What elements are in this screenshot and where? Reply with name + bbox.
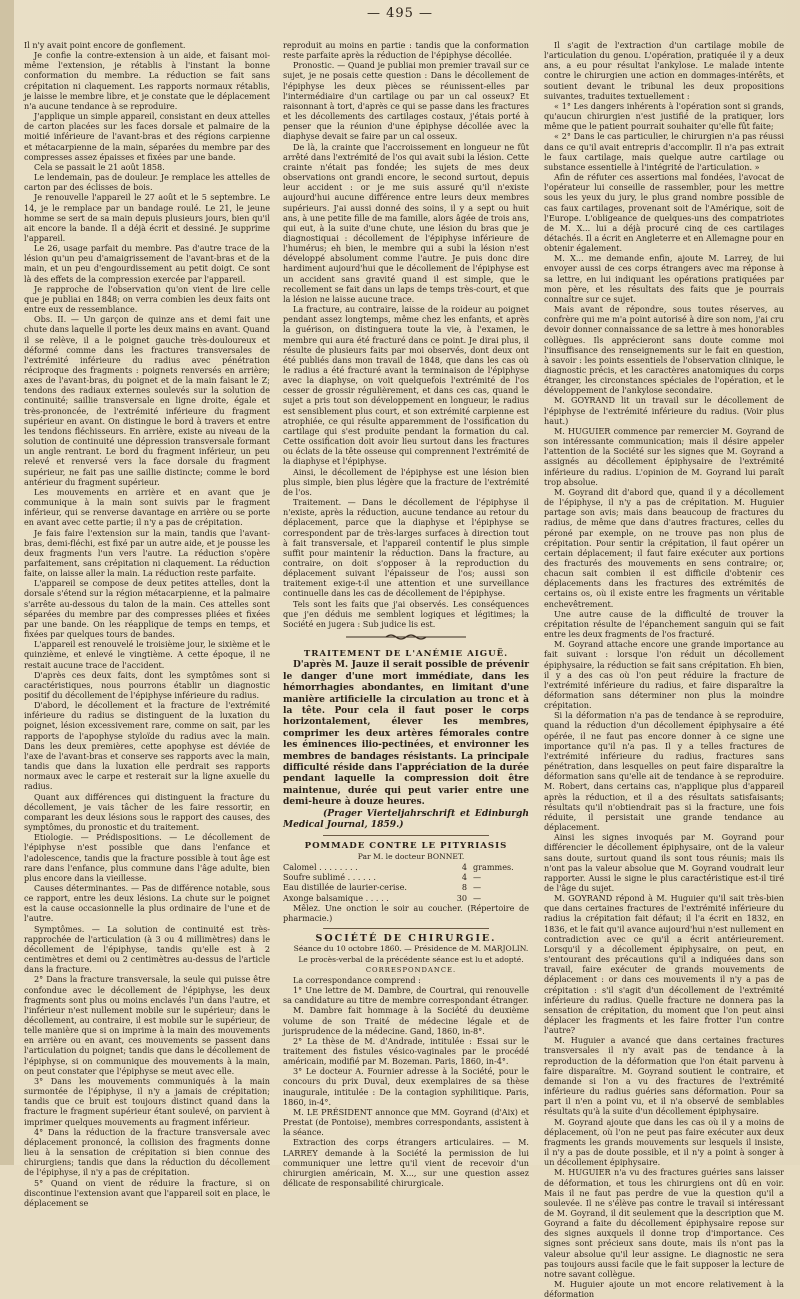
paragraph: M. Dambre fait hommage à la Société du deuxième volume de son Traité de médecine légale et de jurisprudence de la médecine. Gand, 1860, in-8°.: [283, 1005, 529, 1036]
paragraph: Il n'y avait point encore de gonflement.: [24, 40, 186, 50]
paragraph: Les mouvements en arrière et en avant que je communique à la main sont suivis par le fragment inférieur, qui se renverse davantage en arrière ou se porte en avant avec cette partie; il n'y a pas de crépitation.: [24, 486, 270, 528]
paragraph: Si la déformation n'a pas de tendance à se reproduire, quand la réduction d'un décollement épiphysaire a été opérée, il ne faut pas encore donner à ce signe une importance qu'il n'a pas. Il y a telles fractures de l'extrémité inférieure du radius, fractures sans pénétration, dans lesquelles on peut faire disparaître la déformation sans qu'elle ait de tendance à se reproduire. M. Robert, dans certains cas, n'applique plus d'appareil après la réduction, et il a des résultats satisfaisants; résultats qu'il n'obtiendrait pas si la fracture, une fois réduite, il persistait une grande tendance au déplacement.: [544, 710, 784, 833]
paragraph: M. Goyrand dit d'abord que, quand il y a décollement de l'épiphyse, il n'y a pas de crépitation. M. Huguier partage son avis; mais dans beaucoup de fractures du radius, de même que dans d'autres fractures, celles du péroné par exemple, on ne trouve pas non plus de crépitation. Pour sentir la crépitation, il faut opérer un certain déplacement; il faut faire exécuter aux portions des fracturés des mouvements en sens contraire; or, chacun sait combien il est difficile d'obtenir ces déplacements dans les fractures des extrémités de certains os, où il existe entre les fragments un véritable enchevêtrement.: [544, 486, 784, 609]
paragraph: reproduit au moins en partie : tandis que la conformation reste parfaite après la réduction de l'épiphyse décollée.: [283, 40, 529, 61]
paragraph: M. GOYRAND lit un travail sur le décollement de l'épiphyse de l'extrémité inférieure du radius. (Voir plus haut.): [544, 395, 784, 426]
session-meta: Séance du 10 octobre 1860. — Présidence de M. MARJOLIN.: [293, 944, 529, 954]
paragraph: Quant aux différences qui distinguent la fracture du décollement, je vais tâcher de les faire ressortir, en comparant les deux lésions sous le rapport des causes, des symptômes, du pronostic et du traitement.: [24, 791, 270, 833]
paragraph: M. LE PRÉSIDENT annonce que MM. Goyrand (d'Aix) et Prestat (de Pontoise), membres correspondants, assistent à la séance.: [283, 1106, 529, 1138]
paragraph: 5° Quand on vient de réduire la fracture, si on discontinue l'extension avant que l'appareil soit en place, le déplacement se: [24, 1177, 270, 1208]
paragraph: L'appareil est renouvelé le troisième jour, le sixième et le quinzième, et enlevé le vingtième. A cette époque, il ne restait aucune trace de l'accident.: [24, 639, 270, 670]
subheading: CORRESPONDANCE.: [365, 965, 457, 974]
page-binding-edge: [0, 0, 14, 1165]
paragraph: J'applique un simple appareil, consistant en deux attelles de carton placées sur les faces dorsale et palmaire de la moitié inférieure de l'avant-bras et des régions carpienne et métacarpienne de la main, séparées du membre par des compresses assez épaisses et fixées par une bande.: [24, 111, 270, 162]
paragraph: L'appareil se compose de deux petites attelles, dont la dorsale s'étend sur la région métacarpienne, et la palmaire s'arrête au-dessous du talon de la main. Ces attelles sont séparées du membre par des compresses pliées et fixées par une bande. On les réapplique de temps en temps, et fixées par quelques tours de bandes.: [24, 578, 270, 640]
paragraph: M. Goyrand ajoute que dans les cas où il y a moins de déplacement, où l'on ne peut pas faire exécuter aux deux fragments les grands mouvements sur lesquels il insiste, il n'y a pas de doute possible, et il n'y a point à songer à un décollement épiphysaire.: [544, 1116, 784, 1168]
paragraph: 2° Dans la fracture transversale, la seule qui puisse être confondue avec le décollement de l'épiphyse, les deux fragments sont plus ou moins enclavés l'un dans l'autre, et l'inférieur n'est nullement mobile sur le supérieur; dans le décollement, au contraire, il est mobile sur le supérieur, de telle manière que si on imprime à la main des mouvements en arrière ou en avant, ces mouvements se passent dans l'articulation du poignet; tandis que dans le décollement de l'épiphyse, si on communique des mouvements à la main, on peut constater que l'épiphyse se meut avec elle.: [24, 974, 270, 1076]
paragraph: M. Huguier a avancé que dans certaines fractures transversales il n'y avait pas de tendance à la reproduction de la déformation que l'on était parvenu à faire disparaître. M. Goyrand soutient le contraire, et demande si l'on a vu des fractures de l'extrémité inférieure du radius guéries sans déformation. Pour sa part il n'en a point vu, et il n'a observé de semblables résultats qu'à la suite d'un décollement épiphysaire.: [544, 1035, 784, 1117]
paragraph: De là, la crainte que l'accroissement en longueur ne fût arrêté dans l'extrémité de l'os qui avait subi la lésion. Cette crainte n'était pas fondée; les sujets de mes deux observations ont grandi encore, le second surtout, depuis leur accident : or je me suis assuré qu'il n'existe aujourd'hui aucune différence entre leurs deux membres supérieurs. J'ai aussi donné des soins, il y a sept ou huit ans, à une petite fille de ma famille, alors âgée de trois ans, qui eut, à la suite d'une chute, une lésion du bras que je diagnostiquai : décollement de l'épiphyse inférieure de l'humérus; eh bien, le membre qui a subi la lésion n'est développé absolument comme l'autre. Je puis donc dire hardiment aujourd'hui que le décollement de l'épiphyse est un accident sans gravité quand il est simple, que le recollement se fait dans un laps de temps très-court, et que la lésion ne laisse aucune trace.: [283, 141, 529, 304]
paragraph: La fracture, au contraire, laisse de la roideur au poignet pendant assez longtemps, même chez les enfants, et après la guérison, on distinguera toute la vie, à l'examen, le membre qui aura été fracturé dans ce point. Je dirai plus, il résulte de plusieurs faits par moi observés, dont deux ont été publiés dans mon travail de 1848, que dans les cas où le radius a été fracturé avant la terminaison de l'épiphyse avec la diaphyse, on voit quelquefois l'extrémité de l'os cesser de grossir régulièrement, et dans ces cas, quand le sujet a pris tout son développement en longueur, le radius est sensiblement plus court, et son extrémité carpienne est atrophiée, ce qui résulte apparemment de l'ossification du cartilage qui s'est produite pendant la formation du cal. Cette ossification doit avoir lieu surtout dans les fractures ou éclats de la tête osseuse qui comprennent l'extrémité de la diaphyse et l'épiphyse.: [283, 304, 529, 467]
paragraph: 3° Le docteur A. Fournier adresse à la Société, pour le concours du prix Duval, deux exemplaires de sa thèse inaugurale, intitulée : De la contagion syphilitique. Paris, 1860, in-4°.: [283, 1066, 529, 1107]
paragraph: Extraction des corps étrangers articulaires. — M. LARREY demande à la Société la permission de lui communiquer une lettre qu'il vient de recevoir d'un chirurgien américain, M. X..., sur une question assez délicate de responsabilité chirurgicale.: [283, 1137, 529, 1189]
paragraph: Ainsi les signes invoqués par M. Goyrand pour différencier le décollement épiphysaire, ont de la valeur sans doute, surtout quand ils sont tous réunis; mais ils n'ont pas la valeur absolue que M. Goyrand voudrait leur rapporter. Aussi le signe le plus caractéristique est-il tiré de l'âge du sujet.: [544, 832, 784, 893]
paragraph: D'après M. Jauze il serait possible de prévenir le danger d'une mort immédiate, dans les hémorrhagies abondantes, en limitant d'une manière artificielle la circulation au tronc et à la tête. Pour cela il faut poser le corps horizontalement, élever les membres, comprimer les deux artères fémorales contre les éminences ilio-pectinées, et environner les membres de bandages résistants. La principale difficulté réside dans l'appréciation de la durée pendant laquelle la compression doit être maintenue, durée qui peut varier entre une demi-heure à douze heures.: [283, 659, 529, 808]
paragraph: Je fais faire l'extension sur la main, tandis que l'avant-bras, demi-fléchi, est fixé par un autre aide, et je pousse les deux fragments l'un vers l'autre. La réduction s'opère parfaitement, sans crépitation ni claquement. La réduction faite, on laisse aller la main. La réduction reste parfaite.: [24, 527, 270, 579]
paragraph: Mais avant de répondre, sous toutes réserves, au confrère qui me m'a point autorisé à dire son nom, j'ai cru devoir donner connaissance de sa lettre à mes honorables collègues. Ils apprécieront sans doute comme moi l'insuffisance des renseignements sur le fait en question, à savoir : les points essentiels de l'observation clinique, le diagnostic précis, et les caractères anatomiques du corps étranger, les circonstances spéciales de l'opération, et le développement de l'ankylose secondaire.: [544, 304, 784, 396]
ornament-divider: [283, 633, 529, 643]
paragraph: 3° Dans les mouvements communiqués à la main surmontée de l'épiphyse, il n'y a jamais de crépitation; tandis que ce bruit est toujours distinct quand dans la fracture le fragment supérieur étant soulevé, on parvient à imprimer quelques mouvements au fragment inférieur.: [24, 1075, 270, 1127]
recipe-note: Mêlez. Une onction le soir au coucher. (Répertoire de pharmacie.): [283, 902, 529, 924]
paragraph: D'abord, le décollement et la fracture de l'extrémité inférieure du radius se distinguent de la luxation du poignet, lésion excessivement rare, comme on sait, par les rapports de l'apophyse styloïde du radius avec la main. Dans les deux premières, cette apophyse est déviée de l'axe de l'avant-bras et conserve ses rapports avec la main, tandis que dans la luxation elle perdrait ses rapports normaux avec le carpe et resterait sur la ligne axuelle du radius.: [24, 700, 270, 792]
recipe-row: Calomel . . . . . . . . 4 grammes.: [283, 861, 514, 872]
recipe-row: Eau distillée de laurier-cerise. 8 —: [283, 882, 482, 893]
column-left: [24, 40, 270, 1208]
paragraph: Afin de réfuter ces assertions mal fondées, l'avocat de l'opérateur lui conseille de rassembler, pour les mettre sous les yeux du jury, le plus grand nombre possible de cas faux cartilages, provenant soit de l'Amérique, soit de l'Europe. L'obligeance de quelques-uns des compatriotes de M. X... lui a déjà procuré cinq de ces cartilages détachés. Il a écrit en Angleterre et en Allemagne pour en obtenir également.: [544, 172, 784, 254]
paragraph: 4° Dans la réduction de la fracture transversale avec déplacement prononcé, la collision des fragments donne lieu à la sensation de crépitation si bien connue des chirurgiens; tandis que dans la réduction du décollement de l'épiphyse, il n'y a pas de crépitation.: [24, 1126, 270, 1178]
paragraph: La correspondance comprend :: [293, 974, 421, 985]
recipe-row: Axonge balsamique . . . . . 30 —: [283, 892, 482, 903]
paragraph: Le procès-verbal de la précédente séance est lu et adopté.: [298, 954, 524, 964]
paragraph: 2° La thèse de M. d'Andrade, intitulée : Essai sur le traitement des fistules vésico-vaginales par le procédé américain, modifié par M. Bozeman. Paris, 1860, in-4°.: [283, 1035, 529, 1067]
paragraph: Je renouvelle l'appareil le 27 août et le 5 septembre. Le 14, je le remplace par un bandage roulé. Le 21, le jeune homme se sert de sa main depuis plusieurs jours, bien qu'il ait encore la bande. Il a déjà écrit et dessiné. Je supprime l'appareil.: [24, 192, 270, 243]
paragraph: M. HUGUIER n'a vu des fractures guéries sans laisser de déformation, et tous les chirurgiens ont dû en voir. Mais il ne faut pas perdre de vue la question qu'il a soulevée. Il ne s'élève pas contre le travail si intéressant de M. Goyrand, il dit seulement que la description que M. Goyrand a faite du décollement épiphysaire repose sur des signes auxquels il donne trop d'importance. Ces signes sont précieux sans doute, mais ils n'ont pas la valeur absolue qu'il leur assigne. Le diagnostic ne sera pas toujours aussi facile que le fait supposer la lecture de notre savant collègue.: [544, 1167, 784, 1279]
paragraph: « 1° Les dangers inhérents à l'opération sont si grands, qu'aucun chirurgien n'est justifié de la pratiquer, lors même que le patient pourrait souhaiter qu'elle fût faite;: [544, 100, 784, 132]
page-number: — 495 —: [366, 6, 434, 21]
paragraph: Causes déterminantes. — Pas de différence notable, sous ce rapport, entre les deux lésions. La chute sur le poignet est la cause occasionnelle la plus ordinaire de l'une et de l'autre.: [24, 882, 270, 924]
section-heading: TRAITEMENT DE L'ANÉMIE AIGUË.: [303, 649, 509, 660]
paragraph: M. X... me demande enfin, ajoute M. Larrey, de lui envoyer aussi de ces corps étrangers avec ma réponse à sa lettre, en lui indiquant les opérations pratiquées par mon père, et les résultats des faits que je pourrais connaître sur ce sujet.: [544, 253, 784, 304]
section-heading: POMMADE CONTRE LE PITYRIASIS: [304, 841, 508, 852]
recipe-table: [283, 862, 529, 903]
paragraph: M. Goyrand attache encore une grande importance au fait suivant : lorsque l'on réduit un décollement épiphysaire, la réduction se fait sans crépitation. Eh bien, il y a des cas où l'on peut réduire la fracture de l'extrémité inférieure du radius, et faire disparaître la déformation sans déterminer non plus la moindre crépitation.: [544, 639, 784, 711]
paragraph: M. GOYRAND répond à M. Huguier qu'il sait très-bien que dans certaines fractures de l'extrémité inférieure du radius la crépitation fait défaut; il l'a écrit en 1832, en 1836, et le fait qu'il avance aujourd'hui n'est nullement en contradiction avec ce qu'il a écrit antérieurement. Lorsqu'il y a décollement épiphysaire, on peut, en s'entourant des précautions qu'il a indiquées dans son travail, faire exécuter de grands mouvements de déplacement : or dans ces mouvements il n'y a pas de crépitation : s'il s'agit d'un décollement de l'extrémité inférieure du radius. Quelle fracture ne donnera pas la sensation de crépitation, du moment que l'on peut ainsi déplacer les fragments et les faire frotter l'un contre l'autre?: [544, 893, 784, 1036]
paragraph: Je confie la contre-extension à un aide, et faisant moi-même l'extension, je rétablis à l'instant la bonne conformation du membre. La réduction se fait sans crépitation ni claquement. Les rapports normaux rétablis, je laisse le membre libre, et je constate que le déplacement n'a aucune tendance à se reproduire.: [24, 50, 270, 111]
paragraph: Tels sont les faits que j'ai observés. Les conséquences que j'en déduis me semblent logiques et légitimes; la Société en jugera : Sub judice lis est.: [283, 598, 529, 629]
paragraph: Symptômes. — La solution de continuité est très-rapprochée de l'articulation (à 3 ou 4 millimètres) dans le décollement de l'épiphyse, tandis qu'elle est à 2 centimètres et demi ou 2 centimètres au-dessus de l'article dans la fracture.: [24, 923, 270, 975]
column-middle: [283, 40, 529, 1189]
paragraph: Obs. II. — Un garçon de quinze ans et demi fait une chute dans laquelle il porte les deux mains en avant. Quand il se relève, il a le poignet gauche très-douloureux et déformé comme dans les fractures transversales de l'extrémité inférieure du radius avec pénétration réciproque des fragments : poignets renversés en arrière; axes de l'avant-bras, du poignet et de la main faisant le Z; tendons des radiaux externes soulevés sur la solution de continuité; saillie transversale en ligne droite, égale et très-prononcée, de l'extrémité inférieure du fragment supérieur en avant. On distingue le bord à travers et entre les tendons fléchisseurs. En arrière, existe au niveau de la solution de continuité une dépression transversale formant un angle rentrant. Le bord du fragment inférieur, un peu relevé et renversé vers la face dorsale du fragment supérieur, ne fait pas une saillie distincte; comme le bord antérieur du fragment supérieur.: [24, 314, 270, 487]
paragraph: Traitement. — Dans le décollement de l'épiphyse il n'existe, après la réduction, aucune tendance au retour du déplacement, parce que la diaphyse et l'épiphyse se correspondent par de très-larges surfaces à direction tout à fait transversale, et l'appareil contentif le plus simple suffit pour maintenir la réduction. Dans la fracture, au contraire, on doit s'opposer à la reproduction du déplacement suivant l'épaisseur de l'os; aussi son traitement exige-t-il une attention et une surveillance continuelle dans les cas de décollement de l'épiphyse.: [283, 497, 529, 599]
paragraph: Le lendemain, pas de douleur. Je remplace les attelles de carton par des éclisses de bois.: [24, 172, 270, 193]
paragraph: « 2° Dans le cas particulier, le chirurgien n'a pas réussi dans ce qu'il avait entrepris d'accomplir. Il n'a pas extrait le faux cartilage, mais quelque autre cartilage ou substance essentielle à l'intégrité de l'articulation. »: [544, 131, 784, 172]
paragraph: Cela se passait le 21 août 1858.: [34, 161, 165, 172]
divider: [323, 835, 489, 836]
paragraph: Ainsi, le décollement de l'épiphyse est une lésion bien plus simple, bien plus légère que la fracture de l'extrémité de l'os.: [283, 466, 529, 497]
paragraph: D'après ces deux faits, dont les symptômes sont si caractéristiques, nous pourrons établir un diagnostic positif du décollement de l'épiphyse inférieure du radius.: [24, 669, 270, 700]
paragraph: M. Huguier ajoute un mot encore relativement à la déformation: [544, 1279, 784, 1299]
paragraph: Il s'agit de l'extraction d'un cartilage mobile de l'articulation du genou. L'opération, pratiquée il y a deux ans, a eu pour résultat l'ankylose. Le malade intente contre le chirurgien une action en dommages-intérêts, et soutient devant le tribunal les deux propositions suivantes, traduites textuellement :: [544, 40, 784, 101]
source-citation: (Prager Vierteljahrschrift et Edinburgh Medical Journal, 1859.): [283, 807, 529, 831]
paragraph: 1° Une lettre de M. Dambre, de Courtrai, qui renouvelle sa candidature au titre de membre correspondant étranger.: [283, 985, 529, 1006]
column-right: [544, 40, 784, 1299]
author-line: Par M. le docteur BONNET.: [357, 851, 465, 861]
paragraph: Je rapproche de l'observation qu'on vient de lire celle que je publiai en 1848; on verra combien les deux faits ont entre eux de ressemblance.: [24, 283, 270, 315]
paragraph: Etiologie. — Prédispositions. — Le décollement de l'épiphyse n'est possible que dans l'enfance et l'adolescence, tandis que la fracture possible à tout âge est rare dans l'enfance, plus commune dans l'âge adulte, bien plus encore dans la vieillesse.: [24, 832, 270, 883]
recipe-row: Soufre sublimé . . . . . . 4 —: [283, 872, 482, 883]
paragraph: Une autre cause de la difficulté de trouver la crépitation résulte de l'épanchement sanguin qui se fait entre les deux fragments de l'os fracturé.: [544, 608, 784, 640]
paragraph: Le 26, usage parfait du membre. Pas d'autre trace de la lésion qu'un peu d'amaigrissement de l'avant-bras et de la main, et un peu d'engourdissement au petit doigt. Ce sont là des effets de la compression exercée par l'appareil.: [24, 243, 270, 284]
section-heading: SOCIÉTÉ DE CHIRURGIE.: [315, 933, 497, 945]
divider: [323, 928, 489, 929]
paragraph: Pronostic. — Quand je publiai mon premier travail sur ce sujet, je ne posais cette question : Dans le décollement de l'épiphyse les deux pièces se réunissent-elles par l'intermédiaire d'un cartilage ou par un cal osseux? Et raisonnant à tort, d'après ce qui se passe dans les fractures et les décollements des cartilages costaux, j'étais porté à penser que la réunion d'une épiphyse décollée avec la diaphyse devait se faire par un cal osseux.: [283, 60, 529, 142]
paragraph: M. HUGUIER commence par remercier M. Goyrand de son intéressante communication; mais il désire appeler l'attention de la Société sur les signes que M. Goyrand a assignés au décollement épiphysaire de l'extrémité inférieure du radius. L'opinion de M. Goyrand lui paraît trop absolue.: [544, 425, 784, 487]
